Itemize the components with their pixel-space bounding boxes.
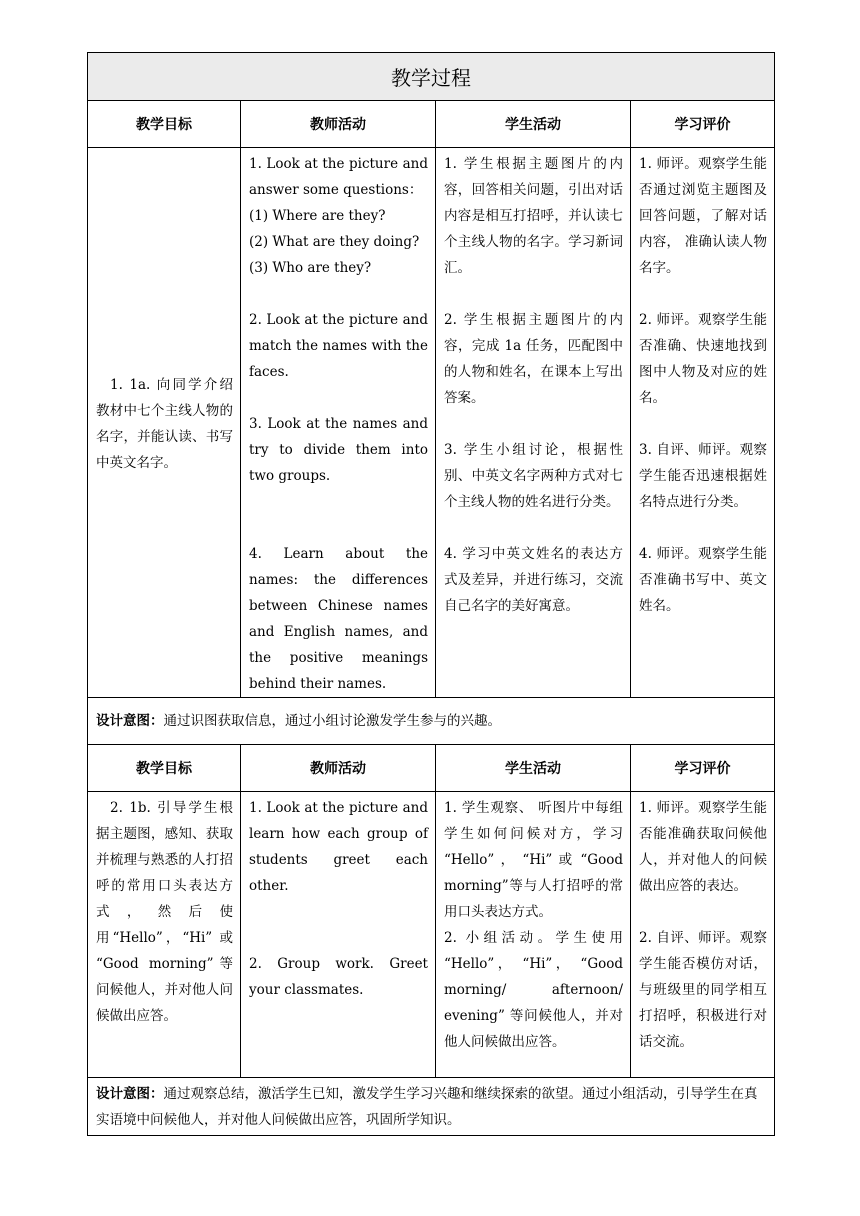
table-title: 教学过程 [88,53,775,101]
teacher-step-2-2: 2. Group work. Greet your classmates. [249,956,428,998]
design-intent-label-2: 设计意图： [96,1086,164,1102]
student-step-2-1: 1. 学生观察、 听图片中每组学生如何问候对方，学习 “Hello” ， “Hi” 或 “Good morning”等与人打招呼的常用口头表达方式。 [444,800,623,920]
header-teacher-2: 教师活动 [241,745,436,792]
goal-cell-2 [88,792,241,1078]
teacher-question-2: (2) What are they doing? [249,234,420,250]
teacher-step-2: 2. Look at the picture and match the names with the faces. [249,312,428,380]
teacher-cell-1 [241,148,436,698]
teacher-question-3: (3) Who are they? [249,260,372,276]
teacher-cell-2 [241,792,436,1078]
header-teacher: 教师活动 [241,101,436,148]
lesson-process-table [87,52,775,1136]
header-row-2 [88,745,775,792]
student-cell-2 [436,792,631,1078]
evaluation-step-2: 2. 师评。观察学生能否准确、快速地找到图中人物及对应的姓名。 [639,312,767,406]
evaluation-step-4: 4. 师评。观察学生能否准确书写中、英文姓名。 [639,546,767,614]
student-step-2: 2. 学生根据主题图片的内容，完成 1a 任务，匹配图中的人物和姓名，在课本上写出答案。 [444,312,623,406]
design-intent-1 [88,698,775,745]
student-step-1: 1. 学生根据主题图片的内容，回答相关问题，引出对话内容是相互打招呼，并认读七个主线人物的名字。学习新词汇。 [444,156,623,276]
header-evaluation: 学习评价 [631,101,775,148]
design-intent-label-1: 设计意图： [96,713,164,729]
student-step-3: 3. 学生小组讨论，根据性别、中英文名字两种方式对七个主线人物的姓名进行分类。 [444,442,623,510]
header-student-2: 学生活动 [436,745,631,792]
teacher-question-1: (1) Where are they? [249,208,386,224]
header-goal-2: 教学目标 [88,745,241,792]
goal-text-2: 2. 1b. 引导学生根据主题图，感知、获取并梳理与熟悉的人打招呼的常用口头表达方式，然后使用“Hello”，“Hi” 或 “Good morning”等问候他人，并对他人问候做出应答。 [96,800,233,1024]
goal-cell-1 [88,148,241,698]
evaluation-cell-2 [631,792,775,1078]
design-intent-row-1 [88,698,775,745]
design-intent-row-2 [88,1078,775,1136]
header-evaluation-2: 学习评价 [631,745,775,792]
content-row-1 [88,148,775,698]
header-goal: 教学目标 [88,101,241,148]
evaluation-step-2-1: 1. 师评。观察学生能否能准确获取问候他人，并对他人的问候做出应答的表达。 [639,800,767,894]
header-student: 学生活动 [436,101,631,148]
teacher-step-1 [249,151,428,281]
teacher-step-1-line: 1. Look at the picture and answer some questions： [249,156,428,198]
evaluation-cell-1 [631,148,775,698]
student-step-4: 4. 学习中英文姓名的表达方式及差异，并进行练习，交流自己名字的美好寓意。 [444,546,623,614]
design-intent-text-2: 通过观察总结，激活学生已知，激发学生学习兴趣和继续探索的欲望。通过小组活动，引导学生在真实语境中问候他人，并对他人问候做出应答，巩固所学知识。 [96,1086,758,1128]
student-cell-1 [436,148,631,698]
goal-text-1: 1. 1a. 向同学介绍教材中七个主线人物的名字，并能认读、书写中英文名字。 [96,377,233,471]
content-row-2 [88,792,775,1078]
title-row [88,53,775,101]
evaluation-step-1: 1. 师评。观察学生能否通过浏览主题图及回答问题，了解对话内容， 准确认读人物名字。 [639,156,767,276]
evaluation-step-2-2: 2. 自评、师评。观察学生能否模仿对话，与班级里的同学相互打招呼，积极进行对话交流。 [639,930,767,1050]
teacher-step-4: 4. Learn about the names: the differences between Chinese names and English names, and the positive meanings behind their names. [249,546,428,692]
design-intent-2 [88,1078,775,1136]
header-row-1 [88,101,775,148]
evaluation-step-3: 3. 自评、师评。观察学生能否迅速根据姓名特点进行分类。 [639,442,767,510]
teacher-step-3: 3. Look at the names and try to divide them into two groups. [249,416,428,484]
teacher-step-2-1: 1. Look at the picture and learn how each group of students greet each other. [249,800,428,894]
student-step-2-2: 2. 小组活动。学生使用 “Hello”， “Hi”， “Good morning/ afternoon/ evening” 等问候他人，并对他人问候做出应答。 [444,930,623,1050]
design-intent-text-1: 通过识图获取信息，通过小组讨论激发学生参与的兴趣。 [163,713,501,729]
